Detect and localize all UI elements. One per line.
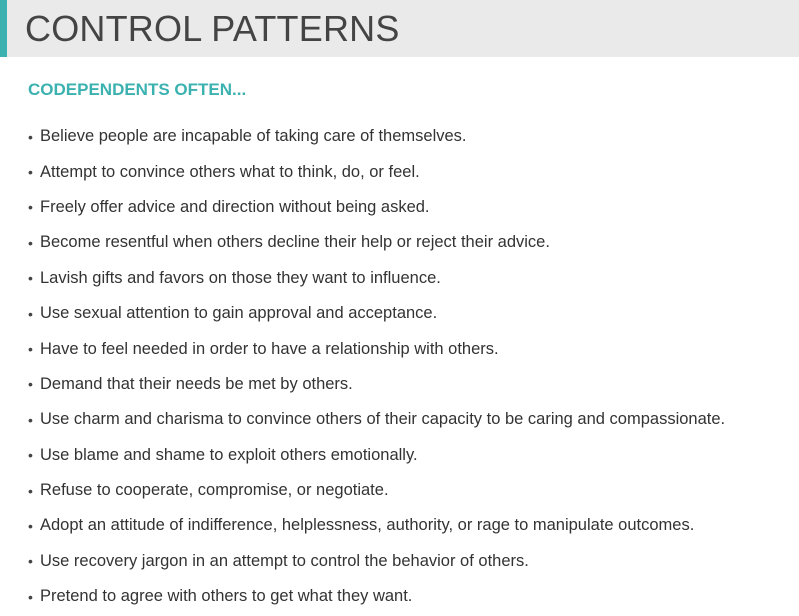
list-item-text: Freely offer advice and direction without being asked. bbox=[40, 197, 430, 216]
bullet-icon: • bbox=[28, 341, 33, 358]
list-item bbox=[28, 508, 725, 543]
bullet-icon: • bbox=[28, 411, 33, 428]
section-subheading: CODEPENDENTS OFTEN... bbox=[28, 80, 247, 99]
bullet-icon: • bbox=[28, 164, 33, 181]
page-title: CONTROL PATTERNS bbox=[25, 8, 400, 49]
bullet-icon: • bbox=[28, 376, 33, 393]
list-item-text: Become resentful when others decline their help or reject their advice. bbox=[40, 233, 550, 252]
control-patterns-list bbox=[28, 119, 725, 614]
list-item-text: Use charm and charisma to convince others of their capacity to be caring and compassionate. bbox=[40, 410, 726, 429]
list-item bbox=[28, 119, 725, 154]
list-item bbox=[28, 579, 725, 614]
list-item-text: Adopt an attitude of indifference, helplessness, authority, or rage to manipulate outcomes. bbox=[40, 516, 695, 535]
bullet-icon: • bbox=[28, 447, 33, 464]
list-item bbox=[28, 190, 725, 225]
list-item bbox=[28, 154, 725, 189]
list-item-text: Demand that their needs be met by others. bbox=[40, 374, 353, 393]
list-item-text: Refuse to cooperate, compromise, or negotiate. bbox=[40, 481, 389, 500]
list-item bbox=[28, 225, 725, 260]
list-item bbox=[28, 331, 725, 366]
bullet-icon: • bbox=[28, 270, 33, 287]
list-item bbox=[28, 402, 725, 437]
list-item-text: Pretend to agree with others to get what they want. bbox=[40, 587, 413, 606]
list-item bbox=[28, 473, 725, 508]
list-item-text: Use sexual attention to gain approval and acceptance. bbox=[40, 304, 438, 323]
list-item-text: Believe people are incapable of taking care of themselves. bbox=[40, 127, 467, 146]
list-item bbox=[28, 438, 725, 473]
title-bar bbox=[0, 0, 799, 57]
list-item bbox=[28, 544, 725, 579]
bullet-icon: • bbox=[28, 588, 33, 605]
list-item-text: Use recovery jargon in an attempt to control the behavior of others. bbox=[40, 551, 529, 570]
bullet-icon: • bbox=[28, 234, 33, 251]
bullet-icon: • bbox=[28, 305, 33, 322]
list-item bbox=[28, 367, 725, 402]
list-item-text: Lavish gifts and favors on those they want to influence. bbox=[40, 268, 441, 287]
bullet-icon: • bbox=[28, 199, 33, 216]
title-accent-stripe bbox=[0, 0, 7, 57]
bullet-icon: • bbox=[28, 128, 33, 145]
list-item bbox=[28, 296, 725, 331]
list-item-text: Have to feel needed in order to have a relationship with others. bbox=[40, 339, 499, 358]
bullet-icon: • bbox=[28, 482, 33, 499]
list-item-text: Attempt to convince others what to think, do, or feel. bbox=[40, 162, 420, 181]
list-item bbox=[28, 261, 725, 296]
bullet-icon: • bbox=[28, 553, 33, 570]
list-item-text: Use blame and shame to exploit others emotionally. bbox=[40, 445, 418, 464]
bullet-icon: • bbox=[28, 517, 33, 534]
